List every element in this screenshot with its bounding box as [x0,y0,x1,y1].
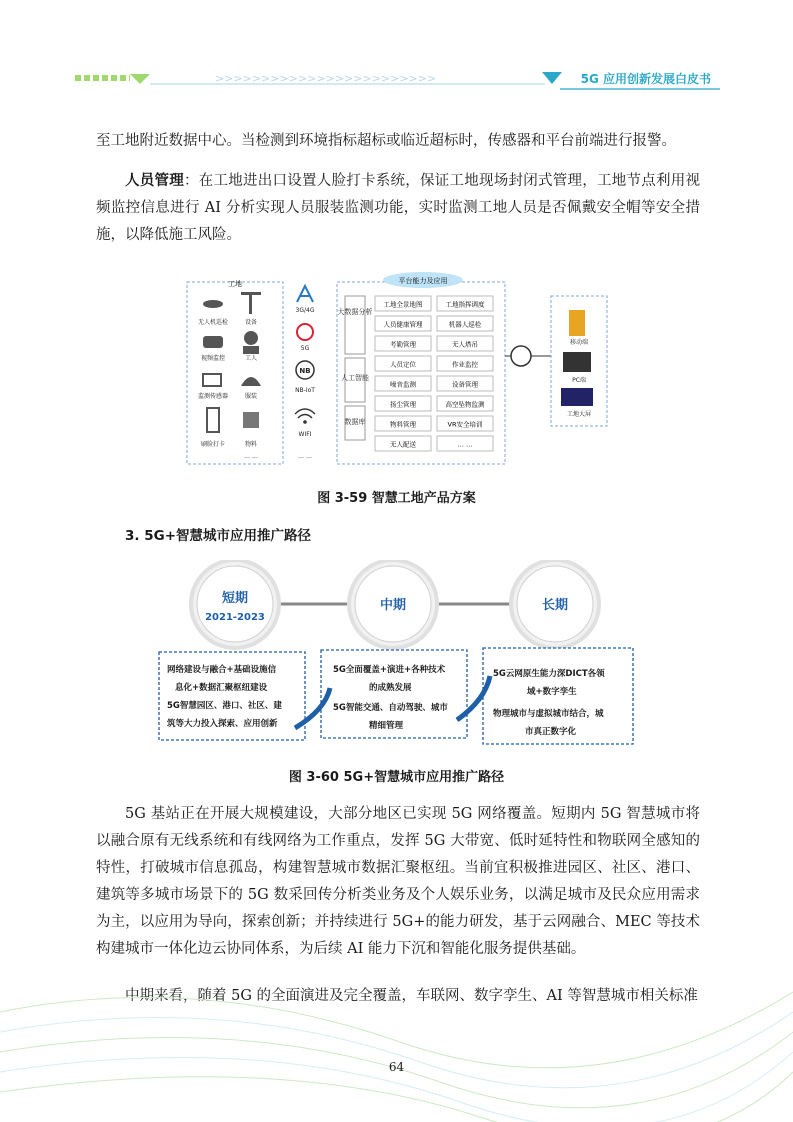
app-label: 设备管理 [452,380,478,389]
terminal-label: 移动端 [569,339,589,346]
app-label: 机器人巡检 [448,320,482,329]
paragraph-1: 至工地附近数据中心。当检测到环境指标超标或临近超标时，传感器和平台前端进行报警。 [96,133,676,149]
phase-mid [349,560,437,648]
box2-line: 5G智能交通、自动驾驶、城市 [333,703,448,713]
box1-line: 网络建设与融合+基础设施信 [167,665,277,675]
site-item: 服装 [244,393,258,400]
phase-long [511,560,599,648]
phase-name: 短期 [221,591,249,606]
paragraph-2 [96,168,700,249]
site-item: 无人机巡检 [197,319,229,326]
app-label: 噪音监测 [390,380,416,389]
app-label: 无人配送 [390,440,416,449]
drone-icon [203,300,223,308]
app-label: 工地全景地图 [383,300,423,309]
site-item: 视频监控 [200,355,226,362]
personnel-heading: 人员管理 [125,173,184,189]
nb-badge: NB [299,367,311,375]
box1-line: 筑等大力投入探索、应用创新 [167,719,278,729]
app-label: 扬尘管理 [390,400,416,409]
terminal-label: 工地大屏 [566,411,592,418]
page-number: 64 [388,1060,405,1074]
mobile-icon [569,310,585,336]
app-label: 作业监控 [452,360,478,369]
paragraph-3: 5G 基站正在开展大规模建设，大部分地区已实现 5G 网络覆盖。短期内 5G 智慧城市将以融合原有无线系统和有线网络为工作重点，发挥 5G 大带宽、低时延特性和物联网全感知的特性，打破城市信息孤岛，构建智慧城市数据汇聚枢纽。当前宜积极推进园区、社区、港口、建筑等多城市场景下的 5G 数采回传分析类业务及个人娱乐业务，以满足城市及民众应用需求为主，以应用为导向，探索创新；并持续进行 5G+的能力研发，基于云网融合、MEC 等技术构建城市一体化边云协同体系，为后续 AI 能力下沉和智能化服务提供基础。 [96,806,700,957]
paragraph-2-body: 在工地进出口设置人脸打卡系统，保证工地现场封闭式管理，工地节点利用视频监控信息进行 AI 分析实现人员服装监测功能，实时监测工地人员是否佩戴安全帽等安全措施，以降低施工风险。 [96,173,700,243]
network-label: 3G/4G [295,307,315,314]
box3-line: 5G云网原生能力深DICT各领 [493,669,605,679]
big-screen-icon [561,388,593,406]
site-item: 监测传感器 [197,393,229,400]
phase-years: 2021-2023 [205,612,265,623]
capability-label: 数据库 [344,418,366,426]
box3-line: 物理城市与虚拟城市结合，城 [493,709,604,719]
capability-label: 大数据分析 [337,308,373,316]
footer-wave-decoration [0,952,793,1122]
site-item: 刷脸打卡 [200,441,226,448]
paragraph-4: 中期来看，随着 5G 的全面演进及完全覆盖，车联网、数字孪生、AI 等智慧城市相关标准 [125,988,698,1004]
figure-city-roadmap [155,560,640,746]
material-icon [243,412,259,428]
app-label: 人员健康管理 [383,320,423,329]
globe-icon [511,346,531,366]
network-ellipsis: … … [298,453,312,460]
box1-line: 息化+数据汇聚枢纽建设 [175,683,268,693]
header-title: 5G 应用创新发展白皮书 [580,72,711,86]
app-label: … … [457,440,473,449]
network-label: NB-IoT [295,387,315,394]
capability-label: 人工智能 [341,374,369,382]
wifi-icon [295,409,315,418]
box3-line: 域+数字孪生 [527,687,577,697]
box1-line: 5G智慧园区、港口、社区、建 [167,701,282,711]
header-chevrons: >>>>>>>>>>>>>>>>>>>>>>>> [215,72,437,85]
figure-59-caption: 图 3-59 智慧工地产品方案 [317,491,476,506]
figure-60-caption: 图 3-60 5G+智慧城市应用推广路径 [288,770,505,785]
camera-icon [203,336,223,348]
site-item: 物料 [244,441,258,448]
app-label: 无人塔吊 [452,340,478,349]
app-label: 高空坠物监测 [445,400,485,409]
box2-line: 精细管理 [369,721,404,731]
app-label: 人员定位 [390,360,416,369]
antenna-icon [297,286,313,302]
section-title: 3. 5G+智慧城市应用推广路径 [125,528,312,544]
pc-icon [563,352,591,372]
box2-line: 的成熟发展 [369,683,412,693]
app-label: 考勤管理 [390,340,416,349]
site-title: 工地 [228,280,242,288]
box3-line: 市真正数字化 [525,727,577,737]
site-ellipsis: … … [244,453,258,460]
app-label: VR安全培训 [447,420,483,429]
phase-short [191,560,279,648]
network-label: 5G [300,345,310,352]
network-label: WIFI [298,431,312,438]
figure-smart-site [185,268,610,468]
5g-signal-icon [297,324,313,340]
app-label: 工地指挥调度 [445,300,485,309]
phase-name: 中期 [379,598,407,613]
colon: ： [184,173,199,189]
terminal-label: PC端 [572,377,586,384]
crane-icon [249,292,252,314]
phase-name: 长期 [541,598,569,613]
box2-line: 5G全面覆盖+演进+各种技术 [333,665,446,675]
site-item: 设备 [244,319,258,326]
worker-icon [244,331,258,345]
site-item: 工人 [244,355,258,362]
app-label: 物料管理 [390,420,416,429]
platform-title: 平台能力及应用 [398,277,448,285]
